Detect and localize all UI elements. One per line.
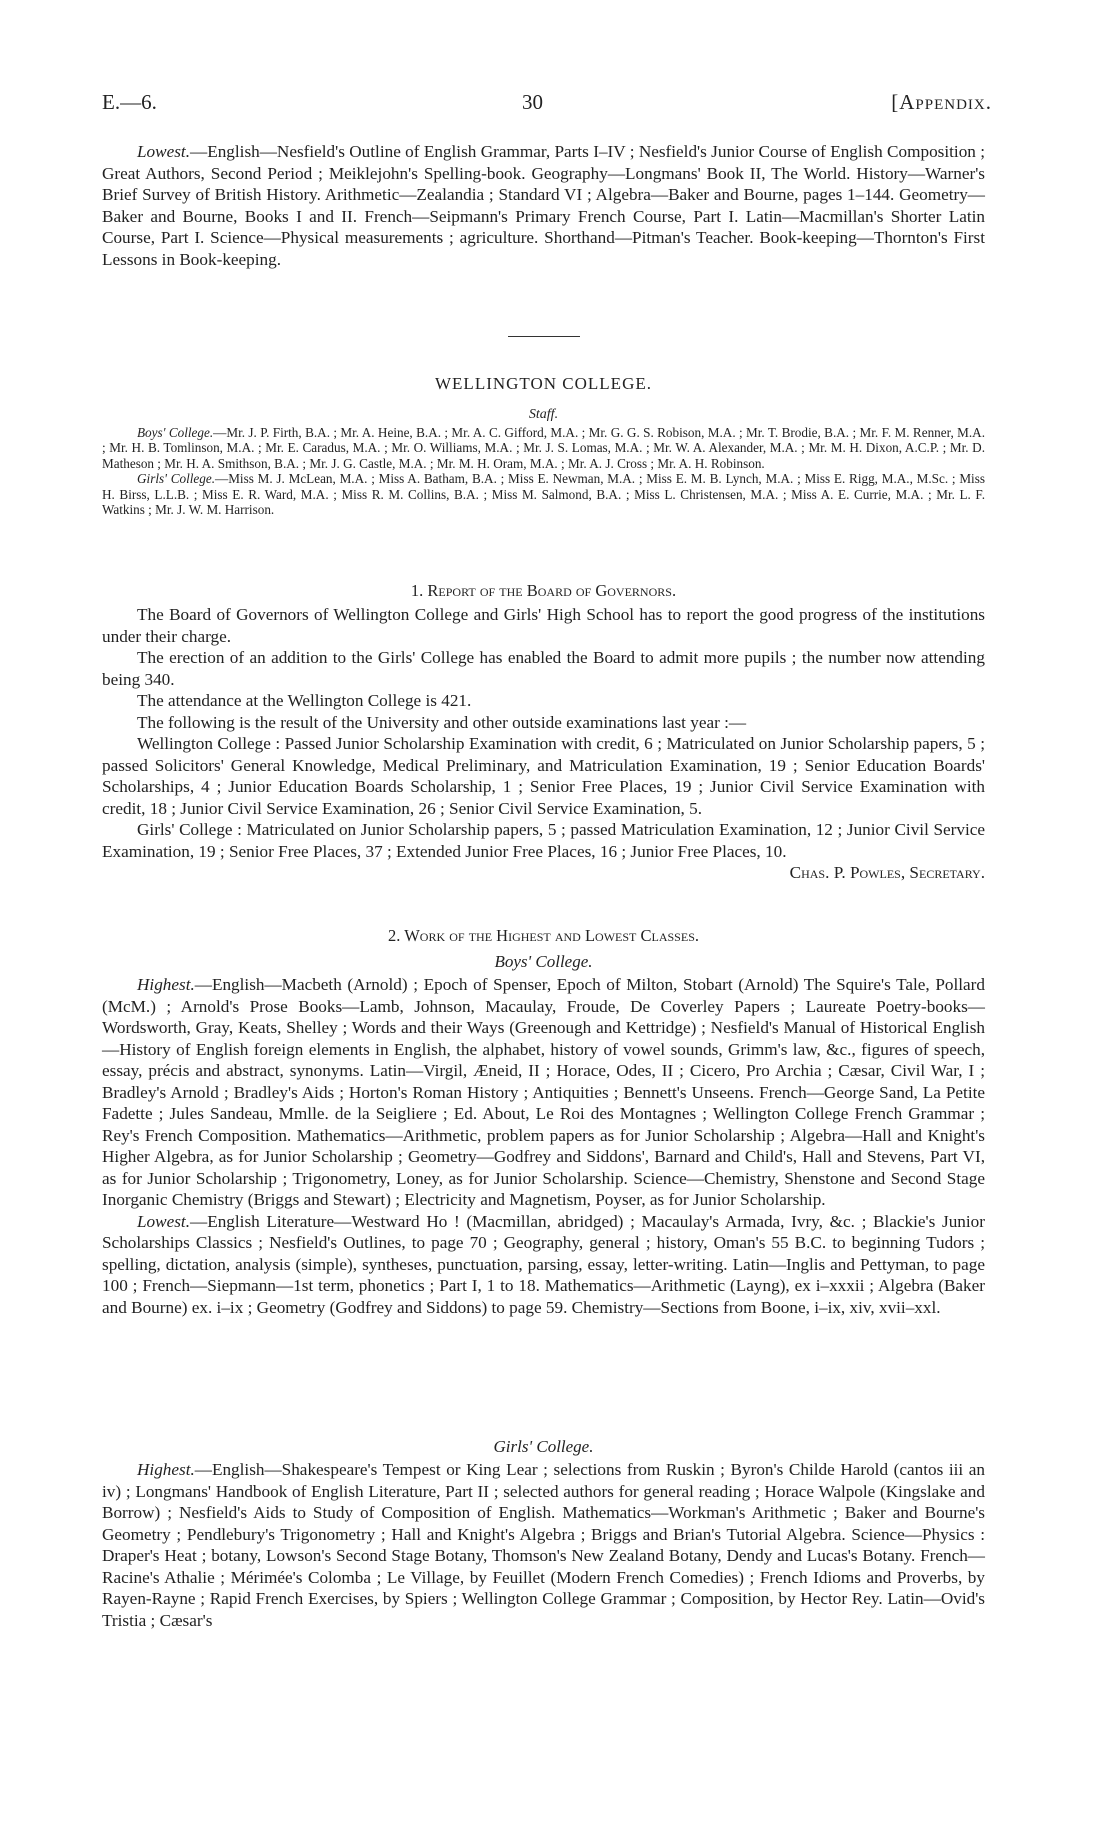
report-paragraph-6-text: Girls' College : Matriculated on Junior Scholarship papers, 5 ; passed Matriculation Examination, 12 ; Junior Civil Service Examination, 19 ; Senior Free Places, 37 ; Extended Junior Free Places, 16 ; Junior Free Places, 10. xyxy=(102,820,985,861)
lowest-previous-paragraph xyxy=(102,141,985,270)
boys-staff-text: —Mr. J. P. Firth, B.A. ; Mr. A. Heine, B.A. ; Mr. A. C. Gifford, M.A. ; Mr. G. G. S. Robison, M.A. ; Mr. T. Brodie, B.A. ; Mr. F. M. Renner, M.A. ; Mr. H. B. Tomlinson, M.A. ; Mr. E. Caradus, M.A. ; Mr. O. Williams, M.A. ; Mr. J. S. Lomas, M.A. ; Mr. W. A. Alexander, M.A. ; Mr. M. H. Dixon, A.C.P. ; Mr. D. Matheson ; Mr. H. A. Smithson, B.A. ; Mr. J. G. Castle, M.A. ; Mr. M. H. Oram, M.A. ; Mr. A. J. Cross ; Mr. A. H. Robinson. xyxy=(102,425,985,471)
girls-staff-paragraph xyxy=(102,471,985,517)
section-divider xyxy=(508,336,580,337)
report-paragraph-5: Wellington College : Passed Junior Scholarship Examination with credit, 6 ; Matriculated on Junior Scholarship papers, 5 ; passed Solicitors' General Knowledge, Medical Preliminary, and Matriculation Examination, 19 ; Senior Education Boards' Scholarships, 4 ; Junior Education Boards Scholarship, 1 ; Senior Free Places, 19 ; Junior Civil Service Examination with credit, 18 ; Junior Civil Service Examination, 26 ; Senior Civil Service Examination, 5. xyxy=(102,734,985,818)
header-right: [Appendix. xyxy=(891,90,992,114)
lowest-text: —English—Nesfield's Outline of English Grammar, Parts I–IV ; Nesfield's Junior Course of English Composition ; Great Authors, Second Period ; Meiklejohn's Spelling-book. Geography—Longmans' Book II, The World. History—Warner's Brief Survey of British History. Arithmetic—Zealandia ; Standard VI ; Algebra—Baker and Bourne, pages 1–144. Geometry—Baker and Bourne, Books I and II. French—Seipmann's Primary French Course, Part I. Latin—Macmillan's Shorter Latin Course, Part I. Science—Physical measurements ; agriculture. Shorthand—Pitman's Teacher. Book-keeping—Thornton's First Lessons in Book-keeping. xyxy=(102,142,985,269)
boys-highest-text: —English—Macbeth (Arnold) ; Epoch of Spenser, Epoch of Milton, Stobart (Arnold) The Squire's Tale, Pollard (McM.) ; Arnold's Prose Books—Lamb, Johnson, Macaulay, Froude, De Coverley Papers ; Laureate Poetry-books—Wordsworth, Gray, Keats, Shelley ; Words and their Ways (Greenough and Kettridge) ; Nesfield's Manual of Historical English—History of English foreign elements in English, the alphabet, history of vowel sounds, Grimm's law, &c., figures of speech, essay, précis and abstract, synonyms. Latin—Virgil, Æneid, II ; Horace, Odes, II ; Cicero, Pro Archia ; Cæsar, Civil War, I ; Bradley's Arnold ; Bradley's Aids ; Horton's Roman History ; Antiquities ; Bennett's Unseens. French—George Sand, La Petite Fadette ; Jules Sandeau, Mmlle. de la Seigliere ; Ed. About, Le Roi des Montagnes ; Wellington College French Grammar ; Rey's French Composition. Mathematics—Arithmetic, problem papers as for Junior Scholarship ; Algebra—Hall and Knight's Higher Algebra, as for Junior Scholarship ; Geometry—Godfrey and Siddons', Barnard and Child's, Hall and Stevens, Part VI, as for Junior Scholarship ; Trigonometry, Loney, as for Junior Scholarship. Science—Chemistry, Shenstone and Second Stage Inorganic Chemistry (Briggs and Stewart) ; Electricity and Magnetism, Poyser, as for Junior Scholarship. xyxy=(102,975,985,1209)
report-paragraph-4: The following is the result of the University and other outside examinations last year :— xyxy=(137,712,747,732)
report-paragraph-6 xyxy=(102,819,985,882)
girls-highest-text: —English—Shakespeare's Tempest or King Lear ; selections from Ruskin ; Byron's Childe Harold (cantos iii an iv) ; Longmans' Handbook of English Literature, Part II ; selected authors for general reading ; Horace Walpole (Kingslake and Borrow) ; Nesfield's Aids to Study of Composition of English. Mathematics—Workman's Arithmetic ; Baker and Bourne's Geometry ; Pendlebury's Trigonometry ; Hall and Knight's Algebra ; Briggs and Brian's Tutorial Algebra. Science—Physics : Draper's Heat ; botany, Lowson's Second Stage Botany, Thomson's New Zealand Botany, Dendy and Lucas's Botany. French—Racine's Athalie ; Mérimée's Colomba ; Le Village, by Feuillet (Modern French Comedies) ; French Idioms and Proverbs, by Rayen-Rayne ; Rapid French Exercises, by Spiers ; Wellington College Grammar ; Composition, by Hector Rey. Latin—Ovid's Tristia ; Cæsar's xyxy=(102,1460,985,1630)
boys-lowest-label: Lowest. xyxy=(137,1211,191,1231)
boys-highest-paragraph xyxy=(102,974,985,1211)
report-paragraph-2: The erection of an addition to the Girls' College has enabled the Board to admit more pupils ; the number now attending being 340. xyxy=(102,648,985,689)
girls-highest-label: Highest. xyxy=(137,1460,195,1479)
girls-highest-paragraph xyxy=(102,1459,985,1631)
lowest-label: Lowest. xyxy=(137,142,191,161)
college-title: WELLINGTON COLLEGE. xyxy=(435,374,652,393)
boys-lowest-text: —English Literature—Westward Ho ! (Macmillan, abridged) ; Macaulay's Armada, Ivry, &c. ; Blackie's Junior Scholarships Classics ; Nesfield's Outlines, to page 70 ; Geography, general ; history, Oman's 55 B.C. to beginning Tudors ; spelling, dictation, analysis (simple), syntheses, punctuation, parsing, essay, letter-writing. Latin—Inglis and Pettyman, to page 100 ; French—Siepmann—1st term, phonetics ; Part I, 1 to 18. Mathematics—Arithmetic (Layng), ex i–xxxii ; Algebra (Baker and Bourne) ex. i–ix ; Geometry (Godfrey and Siddons) to page 59. Chemistry—Sections from Boone, i–ix, xiv, xvii–xxl. xyxy=(102,1211,985,1317)
secretary-signature: Chas. P. Powles, Secretary. xyxy=(789,863,985,882)
boys-lowest-paragraph xyxy=(102,1211,985,1319)
report-heading: 1. Report of the Board of Governors. xyxy=(410,581,677,600)
boys-staff-paragraph xyxy=(102,425,985,471)
running-head xyxy=(102,92,992,116)
girls-staff-label: Girls' College. xyxy=(137,471,216,487)
girls-staff-text: —Miss M. J. McLean, M.A. ; Miss A. Batham, B.A. ; Miss E. Newman, M.A. ; Miss E. M. B. Lynch, M.A. ; Miss E. Rigg, M.A., M.Sc. ; Miss H. Birss, L.L.B. ; Miss E. R. Ward, M.A. ; Miss R. M. Collins, B.A. ; Miss M. Salmond, B.A. ; Miss L. Christensen, M.A. ; Miss A. E. Currie, M.A. ; Mr. L. F. Watkins ; Mr. J. W. M. Harrison. xyxy=(102,471,985,518)
report-paragraph-1: The Board of Governors of Wellington College and Girls' High School has to report the good progress of the institutions under their charge. xyxy=(102,605,985,646)
page-number: 30 xyxy=(522,90,543,114)
header-left: E.—6. xyxy=(102,90,157,114)
boys-staff-label: Boys' College. xyxy=(137,425,214,440)
girls-work-section xyxy=(102,1459,985,1631)
boys-college-heading: Boys' College. xyxy=(494,952,593,971)
report-section xyxy=(102,604,985,884)
boys-work-section xyxy=(102,974,985,1318)
staff-heading: Staff. xyxy=(528,407,559,422)
lowest-previous-section xyxy=(102,141,985,270)
work-heading: 2. Work of the Highest and Lowest Classes. xyxy=(388,926,699,945)
girls-college-heading: Girls' College. xyxy=(493,1437,594,1456)
report-paragraph-3: The attendance at the Wellington College is 421. xyxy=(137,691,472,710)
boys-highest-label: Highest. xyxy=(137,975,195,994)
staff-list xyxy=(102,425,985,517)
